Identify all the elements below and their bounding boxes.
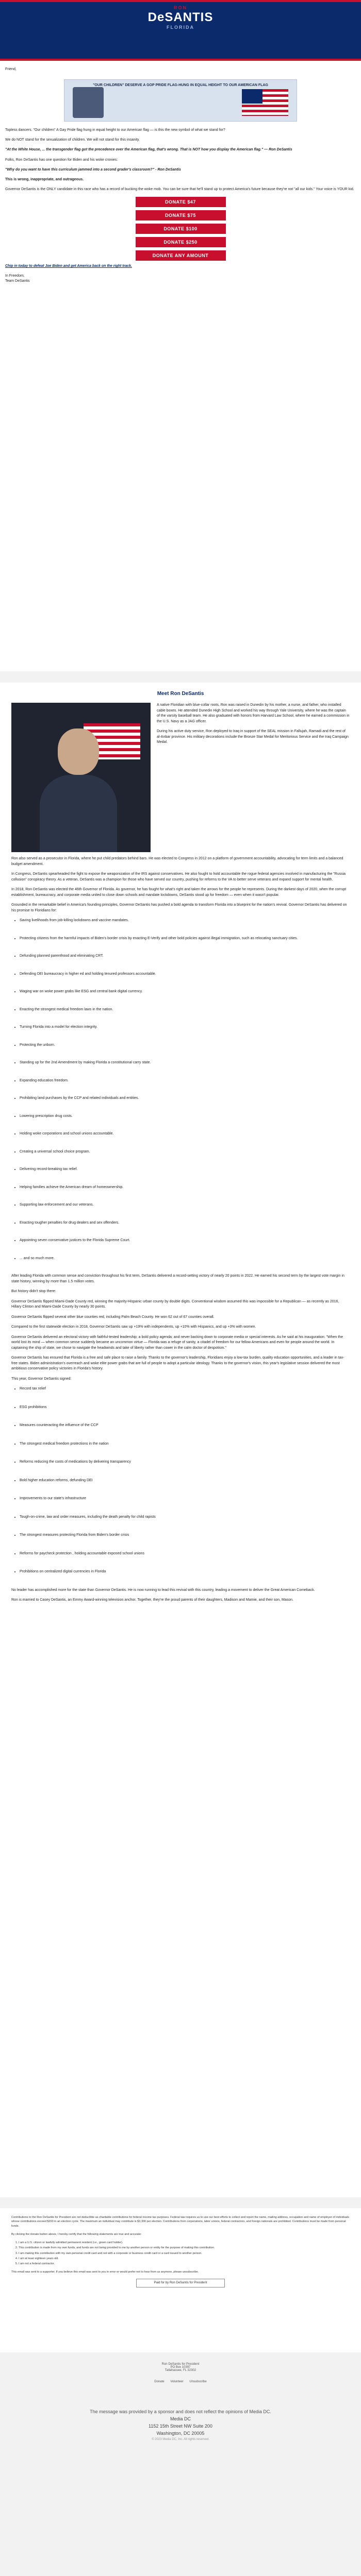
list-item: • Expanding education freedom.: [20, 1078, 350, 1084]
signed-list: [11, 1386, 350, 1575]
list-item: • The strongest measures protecting Florida from Biden's border crisis: [20, 1533, 350, 1538]
brand-logo: [0, 5, 361, 30]
sponsor-street: 1152 15th Street NW Suite 200: [149, 2424, 212, 2429]
para-5: Governor DeSantis is the ONLY candidate in this race who has a record of bucking the woke mob. You can be sure that he'll stand up to protect America's future because they're not "all our kids." Your voice is YOUR kid.: [5, 187, 354, 191]
header-banner: [0, 0, 361, 61]
bio-photo-suit: [40, 775, 117, 852]
footer-link-unsubscribe[interactable]: Unsubscribe: [189, 2380, 207, 2383]
signoff-line1: In Freedom,: [5, 274, 25, 278]
legal-certifications: [11, 2241, 350, 2266]
legal-p2: By clicking the donate button above, I hereby certify that the following statements are true and accurate:: [11, 2232, 142, 2236]
list-item: • Creating a universal school choice program.: [20, 1149, 350, 1155]
signoff-line2: Team DeSantis: [5, 279, 30, 283]
bio-mid-2: But history didn't stop there:: [11, 1290, 56, 1293]
quote-1: "At the White House, ... the transgender flag got the precedence over the American flag, that's wrong. That is NOT how you display the American flag." — Ron DeSantis: [5, 148, 292, 152]
list-item: • Improvements to our state's infrastructure: [20, 1496, 350, 1502]
bio-closing-2: Ron is married to Casey DeSantis, an Emmy Award-winning television anchor. Together, they're the proud parents of their daughters, Madison and Mamie, and their son, Mason.: [11, 1598, 293, 1602]
paid-for-box: Paid for by Ron DeSantis for President: [136, 2279, 225, 2287]
bio-mid-8: This year, Governor DeSantis signed:: [11, 1377, 72, 1381]
list-item: • Delivering record-breaking tax relief.: [20, 1167, 350, 1173]
greeting: Friend,: [5, 67, 17, 71]
bio-mid-3: Governor DeSantis flipped Miami-Dade County red, winning the majority-Hispanic urban county by double digits. Conventional wisdom assumed this was impossible for a Republican — as recently as 2016, Hillary Clinton and Miami-Dade County by nearly 30 points.: [11, 1299, 339, 1309]
bio-title: Meet Ron DeSantis: [157, 691, 204, 697]
sponsor-copyright: © 2023 Media DC, Inc. All rights reserved.: [152, 2438, 209, 2441]
brand-tag: FLORIDA: [167, 25, 194, 30]
list-item: • Record tax relief: [20, 1386, 350, 1392]
list-item: • Reforms for paycheck protection , holding accountable exposed school unions: [20, 1551, 350, 1557]
footer: [0, 2363, 361, 2400]
donate-250-button[interactable]: DONATE $250: [136, 237, 226, 247]
list-item: • Saving livelihoods from job-killing lockdowns and vaccine mandates.: [20, 918, 350, 924]
legal-item: 3. I am making this contribution with my own personal credit card and not with a corporate or business credit card or a card issued to another person.: [19, 2251, 350, 2256]
bio-photo: [11, 703, 151, 852]
flag-canton: [242, 89, 262, 104]
bio-intro-4: In Congress, DeSantis spearheaded the fight to expose the weaponization of the IRS against conservatives. He also fought to hold accountable the rogue federal agencies involved in manufacturing the "Russia collusion" conspiracy theory. As a veteran, DeSantis was a champion for those who have served our country, pushing for reforms to the VA to better serve veterans and expand support for mental health.: [11, 872, 346, 882]
bio-intro-6: Grounded in the remarkable belief in America's founding principles, Governor DeSantis has pushed a bold agenda to transform Florida into a blueprint for the nation's revival. Governor DeSantis has delivered on his promise to Floridians for:: [11, 903, 347, 912]
brand-top: RON: [174, 5, 187, 10]
bio-intro-5: In 2018, Ron DeSantis was elected the 46th Governor of Florida. As governor, he has fought for what's right and taken the arrows for the people he represents. During the darkest days of 2020, when the corrupt establishment, bureaucracy, and corporate media united to close down schools and mandate lockdowns, DeSantis stood up for freedom — even when it wasn't popular.: [11, 888, 347, 897]
footer-org: Ron DeSantis for President: [161, 2363, 200, 2366]
list-item: • Prohibiting land purchases by the CCP and related individuals and entities.: [20, 1096, 350, 1101]
legal-item: 1. I am a U.S. citizen or lawfully admitted permanent resident (i.e., green card holder).: [19, 2241, 350, 2245]
list-item: • Supporting law enforcement and our veterans.: [20, 1202, 350, 1208]
accomplishments-list: [11, 918, 350, 1261]
bio-intro-3: Ron also served as a prosecutor in Florida, where he put child predators behind bars. He was elected to Congress in 2012 on a platform of government accountability, advocating for term limits and a balanced budget amendment.: [11, 857, 343, 866]
list-item: • Helping families achieve the American dream of homeownership.: [20, 1185, 350, 1191]
legal-p3: This email was sent to a supporter. If you believe this email was sent to you in error or would prefer not to hear from us anymore, please unsubscribe.: [11, 2270, 199, 2274]
hero-image: [64, 79, 297, 122]
bio-photo-head: [58, 728, 99, 775]
list-item: • Protecting the unborn.: [20, 1043, 350, 1048]
list-item: • Enacting the strongest medical freedom laws in the nation.: [20, 1007, 350, 1013]
bio-mid-5: Compared to the first statewide election in 2018, Governor DeSantis saw up +19% with independents, up +10% with Hispanics, and up +3% with women.: [11, 1325, 256, 1329]
list-item: • Appointing seven conservative justices to the Florida Supreme Court.: [20, 1238, 350, 1244]
bio-mid-7: Governor DeSantis has ensured that Florida is a free and safe place to raise a family. Thanks to the governor's leadership, Floridians enjoy a low-tax burden, quality education opportunities, and a leader in tax-free states. Biden administration's overreach and woke elite power grabs that are full of people to adopt a particular ideology. Thanks to the governor's vision, this year's legislative session delivered the most ambitious conservative policy victories in Florida's history.: [11, 1356, 344, 1370]
donate-75-button[interactable]: DONATE $75: [136, 210, 226, 221]
donate-100-button[interactable]: DONATE $100: [136, 224, 226, 234]
legal-item: 4. I am at least eighteen years old.: [19, 2257, 350, 2261]
list-item: • The strongest medical freedom protections in the nation: [20, 1442, 350, 1447]
hero-caption: "OUR CHILDREN" DESERVE A GOP PRIDE FLAG-HUNG IN EQUAL HEIGHT TO OUR AMERICAN FLAG: [93, 83, 268, 88]
list-item: • Lowering prescription drug costs.: [20, 1114, 350, 1120]
quote-2: "Why do you want to have this curriculum jammed into a second grader's classroom?" - Ron DeSantis: [5, 167, 181, 172]
sponsor-company: Media DC: [170, 2416, 191, 2421]
brand-name: DeSANTIS: [147, 10, 214, 24]
list-item: • ESG prohibitions: [20, 1405, 350, 1411]
top-stripe: [0, 0, 361, 2]
bio-mid-4: Governor DeSantis flipped several other blue counties red, including Palm Beach County. He won 62 out of 67 counties overall.: [11, 1315, 215, 1319]
para-3: Folks, Ron DeSantis has one question for Biden and his woke cronies:: [5, 158, 118, 162]
email-body: [0, 61, 361, 671]
list-item: • Bold higher education reforms, defunding DEI: [20, 1478, 350, 1484]
list-item: • ... and so much more.: [20, 1256, 350, 1262]
legal-item: 2. This contribution is made from my own funds, and funds are not being provided to me by another person or entity for the purpose of making this contribution.: [19, 2246, 350, 2250]
list-item: • Holding woke corporations and school unions accountable.: [20, 1131, 350, 1137]
footer-links: [0, 2380, 361, 2383]
list-item: • Defunding planned parenthood and eliminating CRT.: [20, 954, 350, 959]
list-item: • Defending DEI bureaucracy in higher ed and holding tenured professors accountable.: [20, 972, 350, 977]
list-item: • Protecting citizens from the harmful impacts of Biden's border crisis by enacting E-Verify and other bold policies against illegal immigration, such as relocating sanctuary cities.: [20, 936, 350, 942]
donate-any-amount-button[interactable]: DONATE ANY AMOUNT: [136, 250, 226, 261]
bio-mid-1: After leading Florida with common sense and conviction throughout his first term, DeSantis delivered a record-setting victory of nearly 20 points in 2022. He earned his second term by the largest vote margin in state history, winning by more than 1.5 million votes.: [11, 1274, 344, 1283]
para-4: This is wrong, inappropriate, and outrageous.: [5, 177, 84, 181]
legal-p1: Contributions to the Ron DeSantis for President are not deductible as charitable contributions for federal income tax purposes. Federal law requires us to use our best efforts to collect and report the name, mailing address, occupation and name of employer of individuals whose contributions exceed $200 in an election cycle. The maximum an individual may contribute is $3,300 per election. Contributions from corporations, labor unions, federal contractors, and foreign nationals are prohibited. Contributions must be made from personal funds.: [11, 2216, 350, 2228]
para-2: We do NOT stand for the sexualization of children. We will not stand for this insanity.: [5, 138, 140, 142]
legal-section: [0, 2208, 361, 2352]
list-item: • Turning Florida into a model for election integrity.: [20, 1025, 350, 1030]
footer-addr1: PO Box 10397: [170, 2366, 191, 2369]
footer-addr2: Tallahassee, FL 32302: [165, 2369, 196, 2372]
bio-intro-2: During his active duty service, Ron deployed to Iraq in support of the SEAL mission in Fallujah, Ramadi and the rest of al-Anbar province. His military decorations include the Bronze Star Medal for Meritorious Service and the Iraq Campaign Medal.: [157, 730, 349, 744]
list-item: • Enacting tougher penalties for drug dealers and sex offenders.: [20, 1221, 350, 1226]
para-1: Topless dancers. "Our children" A Gay Pride flag hung in equal height to our American flag — is this the new symbol of what we stand for?: [5, 128, 225, 132]
portrait-image: [73, 87, 104, 118]
sponsor-disclaimer: The message was provided by a sponsor and does not reflect the opinions of Media DC.: [90, 2409, 271, 2414]
footer-link-donate[interactable]: Donate: [154, 2380, 165, 2383]
donate-link[interactable]: Chip in today to defeat Joe Biden and get America back on the right track.: [5, 264, 132, 268]
bio-closing-1: No leader has accomplished more for the state than Governor DeSantis. He is now running to lead this revival with this country, leading a movement to deliver the Great American Comeback.: [11, 1588, 315, 1592]
list-item: • Waging war on woke power grabs like ESG and central bank digital currency.: [20, 989, 350, 995]
bio-mid-6: Governor DeSantis delivered an electoral victory with faithful-tested leadership; a bold policy agenda; and never backing down to corporate media or special interests. As he said at his inauguration: "When the world lost its mind — when common sense suddenly became an uncommon virtue — Florida was a refuge of sanity, a citadel of freedom for our fellow Americans and even for people around the world. In captaining the ship of state, we chose to navigate the headwinds and take of liberty rather than cower in the calm doctor of despotism.": [11, 1335, 343, 1350]
list-item: • Reforms reducing the costs of medications by delivering transparency: [20, 1460, 350, 1465]
footer-link-volunteer[interactable]: Volunteer: [170, 2380, 184, 2383]
list-item: • Standing up for the 2nd Amendment by making Florida a constitutional carry state.: [20, 1060, 350, 1066]
list-item: • Tough-on-crime, law and order measures, including the death penalty for child rapists: [20, 1515, 350, 1520]
donate-47-button[interactable]: DONATE $47: [136, 197, 226, 207]
legal-item: 5. I am not a federal contractor.: [19, 2262, 350, 2266]
sponsor-city: Washington, DC 20005: [156, 2431, 205, 2436]
list-item: • Measures counteracting the influence of the CCP: [20, 1423, 350, 1429]
sponsor-footer: [0, 2409, 361, 2450]
bio-intro-1: A native Floridian with blue-collar roots, Ron was raised in Dunedin by his mother, a nurse, and father, who installed cable boxes. He attended Dunedin High School and worked his way through Yale University, where he was the captain of the varsity baseball team. He also graduated with honors from Harvard Law School, where he earned a commission in the U.S. Navy as a JAG officer.: [157, 703, 350, 723]
list-item: • Prohibitions on centralized digital currencies in Florida: [20, 1569, 350, 1575]
bio-section: [0, 683, 361, 2197]
